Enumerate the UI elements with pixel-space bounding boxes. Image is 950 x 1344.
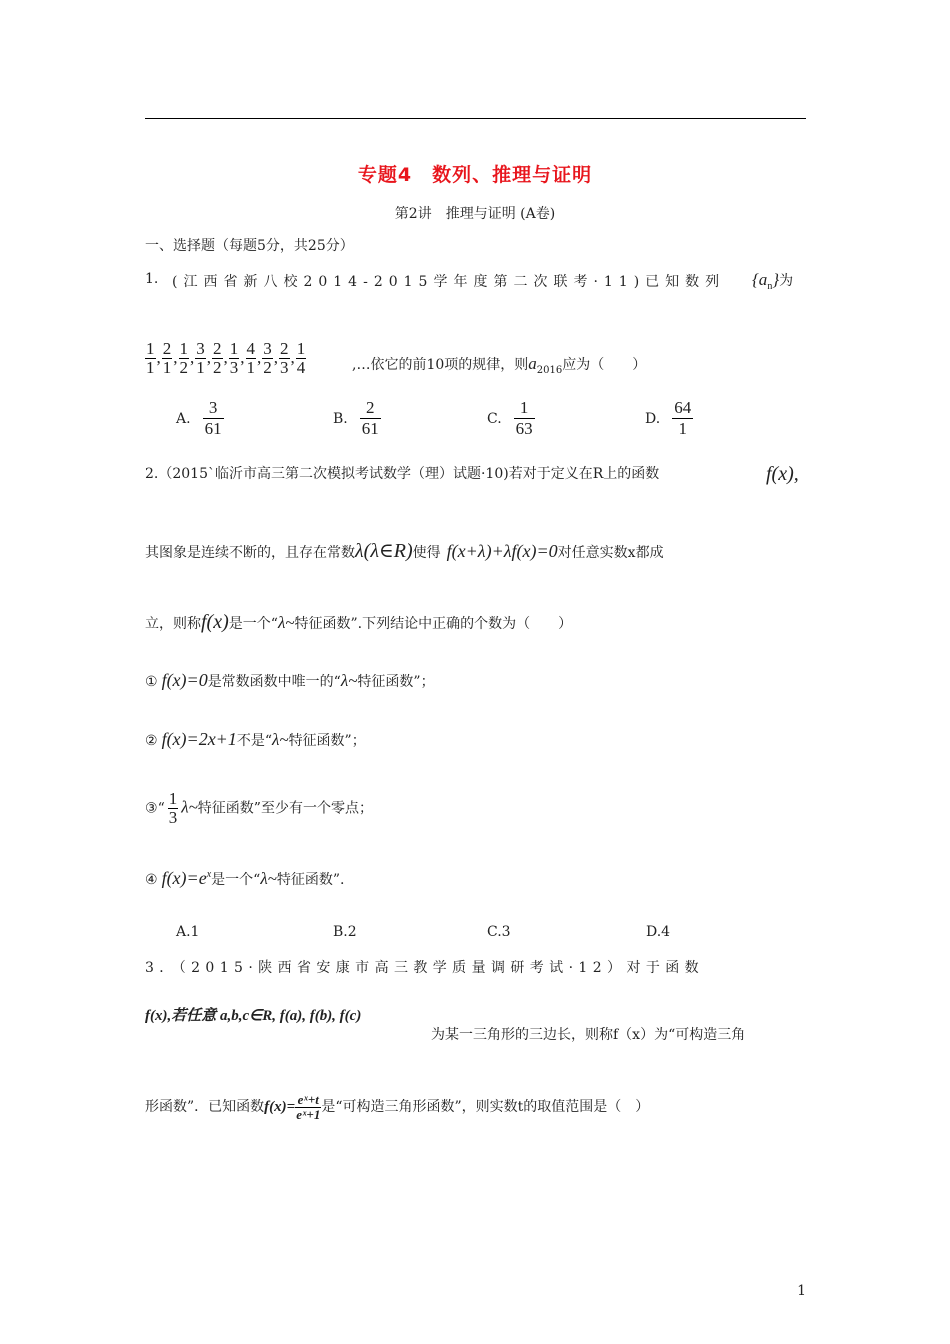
q1-sequence-fraction: $\frac{4}{1}$ <box>246 339 255 377</box>
q1-option-c[interactable]: C. $\frac{1}{63}$ <box>487 398 533 439</box>
q3-line2: 为某一三角形的三边长，则称f（x）为“可构造三角 <box>431 1027 746 1043</box>
q2-option-d[interactable]: D.4 <box>646 924 671 940</box>
section-heading: 一、选择题（每题5分，共25分） <box>145 238 354 254</box>
q2-line3: 立，则称f(x)是一个“λ~特征函数”.下列结论中正确的个数为（ ） <box>145 611 573 633</box>
q1-tail: ,…依它的前10项的规律，则$a_{2016}$应为（ ） <box>352 354 647 376</box>
q3-line3: 形函数”．已知函数f(x)= $\frac{\text{eˣ+t}}{\text{eˣ+1}}$ 是“可构造三角形函数”，则实数t的取值范围是（ ） <box>145 1092 650 1122</box>
q1-sequence-fraction: $\frac{1}{2}$ <box>179 339 188 377</box>
q1-sequence-fraction: $\frac{3}{2}$ <box>263 339 272 377</box>
q1-source: (江西省新八校2014-2015学年度第二次联考·11)已知数列 <box>172 274 726 290</box>
q1-option-d[interactable]: D. $\frac{64}{1}$ <box>645 398 692 439</box>
q1-option-a[interactable]: A. $\frac{3}{61}$ <box>176 398 222 439</box>
q1-fraction-list: $\frac{1}{1}$ , $\frac{2}{1}$ , $\frac{1}{2}$ , $\frac{3}{1}$ , $\frac{2}{2}$ , $\frac{1}{3}$ , $\frac{4}{1}$ , $\frac{3}{2}$ , $\frac{2}{3}$ , $\frac{1}{4}$ <box>146 339 306 377</box>
q2-line1: 2.（2015`临沂市高三第二次模拟考试数学（理）试题·10)若对于定义在R上的函数 <box>145 466 660 482</box>
q1-sequence-fraction: $\frac{2}{3}$ <box>280 339 289 377</box>
q3-condition-image: f(x),若任意 a,b,c∈R, f(a), f(b), f(c) <box>145 1008 362 1024</box>
q1-sequence-fraction: $\frac{2}{1}$ <box>162 339 172 377</box>
q1-sequence-fraction: $\frac{3}{1}$ <box>196 339 205 377</box>
q1-sequence-fraction: $\frac{1}{3}$ <box>229 339 239 377</box>
q1-option-b[interactable]: B. $\frac{2}{61}$ <box>333 398 379 439</box>
q1-sequence-fraction: $\frac{2}{2}$ <box>213 339 222 377</box>
q2-option-c[interactable]: C.3 <box>487 924 511 940</box>
q2-option-a[interactable]: A.1 <box>176 924 200 940</box>
q2-item-4: ④ $f(x)=e^x$是一个“λ~特征函数”. <box>145 868 345 888</box>
q2-item-3: ③“ $\frac{1}{3}$ λ~特征函数”至少有一个零点； <box>145 789 373 827</box>
q1-sequence-fraction: $\frac{1}{4}$ <box>296 339 306 377</box>
q2-fx: f(x), <box>766 463 799 485</box>
page-number: 1 <box>797 1283 806 1299</box>
q1-sequence: $\{a_n\}$为 <box>752 270 794 292</box>
q1-sequence-fraction: $\frac{1}{1}$ <box>146 339 155 377</box>
q2-item-2: ② f(x)=2x+1不是“λ~特征函数”； <box>145 729 366 749</box>
q2-line2: 其图象是连续不断的，且存在常数λ(λ∈R)使得 f(x+λ)+λf(x)=0对任意实数x都成 <box>145 540 664 562</box>
q2-option-b[interactable]: B.2 <box>333 924 357 940</box>
header-rule <box>145 118 806 119</box>
q3-line1: 3．（2015·陕西省安康市高三教学质量调研考试·12）对于函数 <box>145 960 705 976</box>
q2-item-1: ① f(x)=0是常数函数中唯一的“λ~特征函数”； <box>145 670 435 690</box>
q1-number: 1. <box>145 271 159 287</box>
doc-title: 专题4 数列、推理与证明 <box>357 164 593 186</box>
doc-subtitle: 第2讲 推理与证明 (A卷) <box>394 206 556 222</box>
